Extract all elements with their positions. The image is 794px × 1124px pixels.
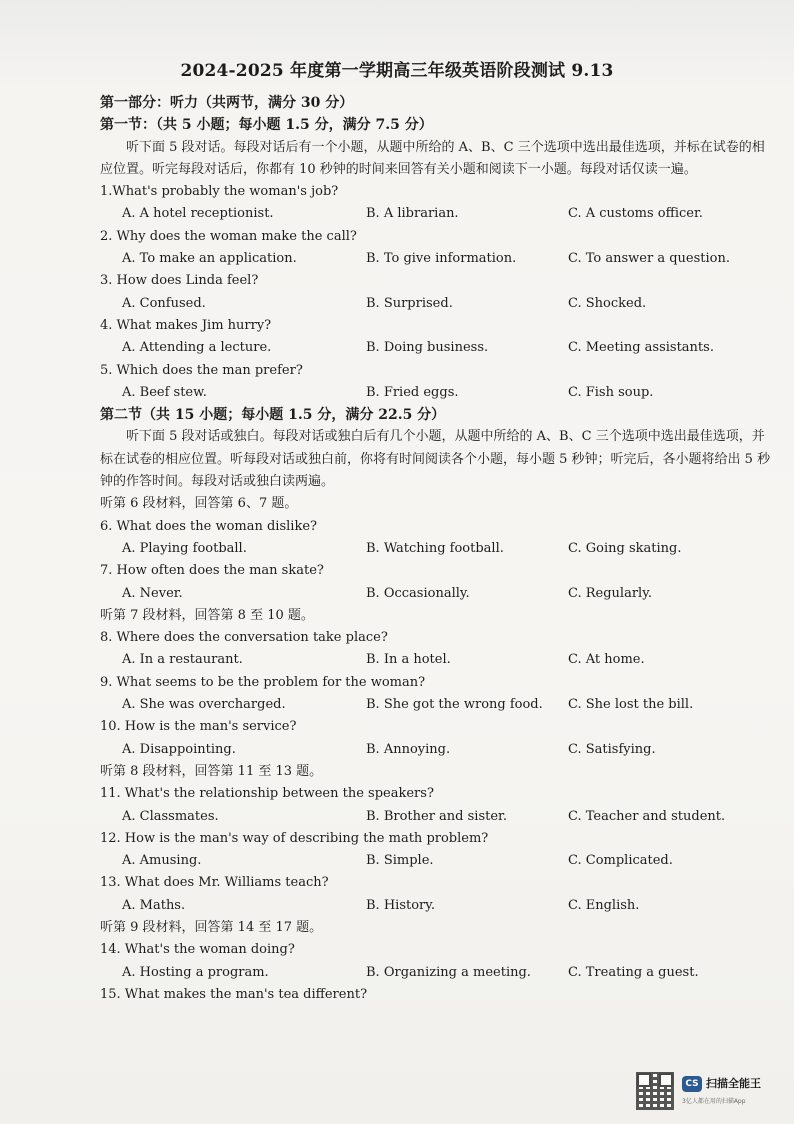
option-c: C. Complicated. [568,853,673,869]
option-c: C. Going skating. [568,540,682,556]
material-8-label: 听第 8 段材料，回答第 11 至 13 题。 [100,763,323,779]
material-7-label: 听第 7 段材料，回答第 8 至 10 题。 [100,607,314,623]
option-b: B. Watching football. [366,540,504,556]
options-11 [100,806,772,828]
question-12: 12. How is the man's way of describing the math problem? [100,830,489,846]
section1-heading: 第一节：（共 5 小题；每小题 1.5 分，满分 7.5 分） [100,117,433,134]
qr-code-icon [636,1072,674,1110]
option-b: B. A librarian. [366,206,459,222]
option-c: C. Teacher and student. [568,808,726,824]
option-c: C. Fish soup. [568,384,654,400]
option-a: A. Amusing. [122,853,202,869]
section1-instructions: 听下面 5 段对话。每段对话后有一个小题，从题中所给的 A、B、C 三个选项中选出最佳选项，并标在试卷的相应位置。听完每段对话后，你都有 10 秒钟的时间来回答有关小题和阅读下一小题。每段对话仅读一遍。 [100,139,765,177]
part1-heading: 第一部分：听力（共两节，满分 30 分） [100,95,354,111]
option-a: A. A hotel receptionist. [122,206,274,222]
question-2: 2. Why does the woman make the call? [100,228,357,244]
option-c: C. To answer a question. [568,251,730,267]
option-b: B. In a hotel. [366,652,451,668]
option-c: C. Meeting assistants. [568,340,714,356]
option-b: B. Brother and sister. [366,808,507,824]
options-12 [100,850,772,872]
option-a: A. Playing football. [122,540,247,556]
question-14: 14. What's the woman doing? [100,942,295,958]
option-b: B. Doing business. [366,340,489,356]
question-5: 5. Which does the man prefer? [100,362,303,378]
camscanner-logo-icon: CS [682,1076,702,1092]
section2-heading: 第二节（共 15 小题；每小题 1.5 分，满分 22.5 分） [100,407,446,424]
question-9: 9. What seems to be the problem for the woman? [100,674,426,690]
page-title: 2024-2025 年度第一学期高三年级英语阶段测试 9.13 [180,61,614,81]
option-b: B. Organizing a meeting. [366,964,531,980]
option-c: C. English. [568,897,640,913]
option-a: A. Confused. [122,295,206,311]
option-a: A. In a restaurant. [122,652,243,668]
options-6 [100,538,772,560]
options-8 [100,649,772,671]
option-a: A. Maths. [122,897,186,913]
option-a: A. To make an application. [122,251,297,267]
question-4: 4. What makes Jim hurry? [100,317,272,333]
options-14 [100,962,772,984]
option-c: C. Regularly. [568,585,652,601]
question-15: 15. What makes the man's tea different? [100,986,368,1002]
options-7 [100,583,772,605]
question-6: 6. What does the woman dislike? [100,518,317,534]
option-c: C. Treating a guest. [568,964,699,980]
options-10 [100,739,772,761]
option-c: C. Satisfying. [568,741,656,757]
option-b: B. She got the wrong food. [366,697,543,713]
question-13: 13. What does Mr. Williams teach? [100,875,329,891]
option-b: B. Fried eggs. [366,384,459,400]
option-c: C. She lost the bill. [568,697,694,713]
section2-instructions: 听下面 5 段对话或独白。每段对话或独白后有几个小题，从题中所给的 A、B、C 三个选项中选出最佳选项，并标在试卷的相应位置。听每段对话或独白前，你将有时间阅读各个小题，每小题 5 秒钟；听完后，各小题将给出 5 秒钟的作答时间。每段对话或独白读两遍。 [100,429,771,490]
option-a: A. Beef stew. [122,384,207,400]
option-b: B. History. [366,897,435,913]
scanner-app-name: 扫描全能王 [706,1077,761,1090]
options-2 [100,248,772,270]
option-a: A. Attending a lecture. [122,340,272,356]
option-a: A. Hosting a program. [122,964,269,980]
question-1: 1.What's probably the woman's job? [100,184,339,200]
option-b: B. Surprised. [366,295,453,311]
option-c: C. At home. [568,652,645,668]
option-c: C. Shocked. [568,295,647,311]
option-c: C. A customs officer. [568,206,703,222]
options-1 [100,203,772,225]
options-4 [100,337,772,359]
question-10: 10. How is the man's service? [100,719,297,735]
options-9 [100,694,772,716]
options-13 [100,895,772,917]
material-9-label: 听第 9 段材料，回答第 14 至 17 题。 [100,919,323,935]
exam-content [100,92,772,1006]
option-a: A. Classmates. [122,808,219,824]
option-a: A. Never. [122,585,183,601]
scanner-watermark [636,1072,786,1112]
question-3: 3. How does Linda feel? [100,273,259,289]
option-b: B. Simple. [366,853,434,869]
options-3 [100,293,772,315]
option-a: A. She was overcharged. [122,697,286,713]
question-8: 8. Where does the conversation take place? [100,630,388,646]
option-b: B. To give information. [366,251,517,267]
material-6-label: 听第 6 段材料，回答第 6、7 题。 [100,496,298,512]
options-5 [100,382,772,404]
question-11: 11. What's the relationship between the speakers? [100,786,434,802]
option-a: A. Disappointing. [122,741,236,757]
question-7: 7. How often does the man skate? [100,563,324,579]
option-b: B. Occasionally. [366,585,470,601]
option-b: B. Annoying. [366,741,451,757]
scanner-tagline: 3亿人都在用的扫描App [682,1098,746,1105]
